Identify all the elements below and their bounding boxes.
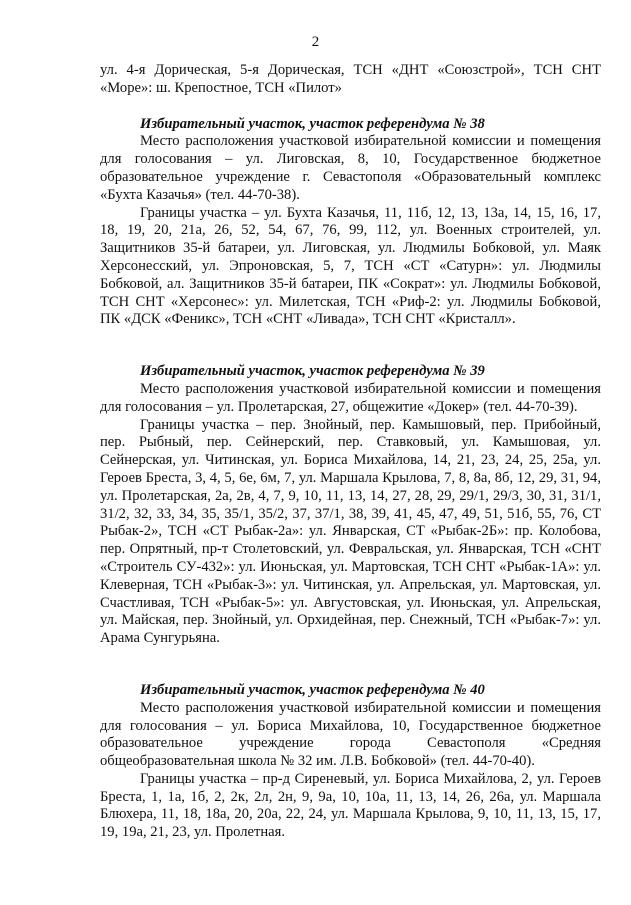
page-number: 2 bbox=[311, 34, 320, 50]
section-heading: Избирательный участок, участок референдума № 38 bbox=[140, 115, 485, 132]
borders-paragraph: Границы участка – пр-д Сиреневый, ул. Бориса Михайлова, 2, ул. Героев Бреста, 1, 1а, 1б, 2, 2к, 2л, 2н, 9, 9а, 10, 10а, 11, 13, 14, 26, 26а, ул. Маршала Блюхера, 11, 18, 18а, 20, 20а, 22, 24, ул. Маршала Крылова, 9, 10, 11, 13, 15, 17, 19, 19а, 21, 23, ул. Пролетная. bbox=[100, 770, 601, 841]
section-precinct-38 bbox=[100, 116, 601, 330]
intro-paragraph: ул. 4-я Дорическая, 5-я Дорическая, ТСН «ДНТ «Союзстрой», ТСН СНТ «Море»: ш. Крепостное, ТСН «Пилот» bbox=[100, 62, 601, 96]
document-body bbox=[100, 62, 601, 842]
section-heading: Избирательный участок, участок референдума № 39 bbox=[140, 363, 485, 380]
location-paragraph: Место расположения участковой избирательной комиссии и помещения для голосования – ул. Пролетарская, 27, общежитие «Докер» (тел. 44-70-39). bbox=[100, 380, 601, 415]
section-heading: Избирательный участок, участок референдума № 40 bbox=[140, 681, 485, 698]
section-precinct-39 bbox=[100, 363, 601, 648]
location-paragraph: Место расположения участковой избирательной комиссии и помещения для голосования – ул. Бориса Михайлова, 10, Государственное бюджетное образовательное учреждение города Севастополя «Средняя общеобразовательная школа № 32 им. Л.В. Бобковой» (тел. 44-70-40). bbox=[100, 699, 601, 770]
borders-paragraph: Границы участка – ул. Бухта Казачья, 11, 11б, 12, 13, 13а, 14, 15, 16, 17, 18, 19, 20, 21а, 26, 52, 54, 67, 76, 99, 112, ул. Военных строителей, ул. Защитников 35-й батареи, ул. Лиговская, ул. Людмилы Бобковой, ул. Маяк Херсонесский, ул. Эпроновская, 5, 7, ТСН «СТ «Сатурн»: ул. Людмилы Бобковой, ал. Защитников 35-й батареи, ПК «Сократ»: ул. Людмилы Бобковой, ТСН СНТ «Херсонес»: ул. Милетская, ТСН «Риф-2: ул. Людмилы Бобковой, ПК «ДСК «Феникс», ТСН «СНТ «Ливада», ТСН СНТ «Кристалл». bbox=[100, 204, 601, 328]
borders-paragraph: Границы участка – пер. Знойный, пер. Камышовый, пер. Прибойный, пер. Рыбный, пер. Сейнерский, пер. Ставковый, ул. Камышовая, ул. Сейнерская, ул. Читинская, ул. Бориса Михайлова, 14, 21, 23, 24, 25, 25а, ул. Героев Бреста, 3, 4, 5, 6е, 6м, 7, ул. Маршала Крылова, 7, 8, 8а, 8б, 12, 29, 31, 94, ул. Пролетарская, 2а, 2в, 4, 7, 9, 10, 11, 13, 14, 27, 28, 29, 29/1, 29/3, 30, 31, 31/1, 31/2, 32, 33, 34, 35, 35/1, 35/2, 37, 37/1, 38, 39, 41, 45, 47, 49, 51, 51б, 55, 76, СТ Рыбак-2», ТСН «СТ Рыбак-2а»: ул. Январская, СТ «Рыбак-2Б»: пр. Колобова, пер. Опрятный, пр-т Столетовский, ул. Февральская, ул. Январская, ТСН «СНТ «Строитель СУ-432»: ул. Июньская, ул. Мартовская, ТСН СНТ «Рыбак-1А»: ул. Клеверная, ТСН «Рыбак-3»: ул. Читинская, ул. Апрельская, ул. Мартовская, ул. Счастливая, ТСН «Рыбак-5»: ул. Августовская, ул. Июньская, ул. Апрельская, ул. Майская, пер. Знойный, ул. Орхидейная, пер. Снежный, ТСН «Рыбак-7»: ул. Арама Сунгурьяна. bbox=[100, 416, 601, 647]
location-paragraph: Место расположения участковой избирательной комиссии и помещения для голосования – ул. Лиговская, 8, 10, Государственное бюджетное образовательное учреждение г. Севастополя «Образовательный комплекс «Бухта Казачья» (тел. 44-70-38). bbox=[100, 133, 601, 203]
section-precinct-40 bbox=[100, 682, 601, 842]
